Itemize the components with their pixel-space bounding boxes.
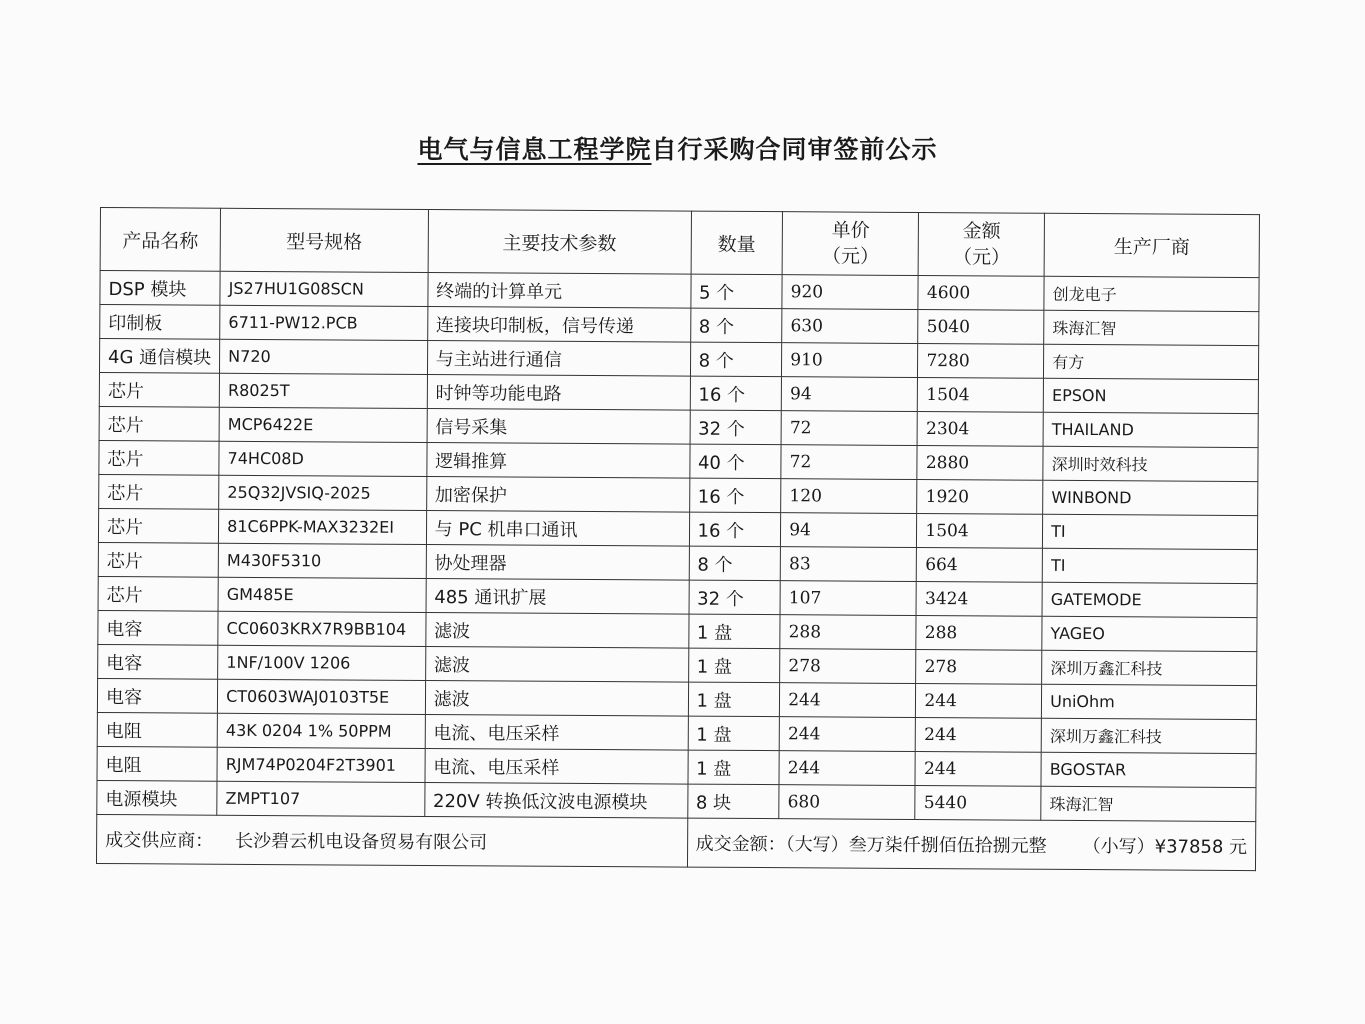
cell-maker: BGOSTAR — [1041, 752, 1256, 787]
cell-maker: YAGEO — [1042, 616, 1257, 651]
cell-name: 电容 — [98, 610, 218, 645]
cell-name: 电源模块 — [97, 780, 217, 815]
cell-params: 加密保护 — [426, 476, 689, 512]
cell-qty: 16 个 — [689, 478, 781, 513]
cell-qty: 16 个 — [689, 512, 781, 547]
cell-price: 244 — [779, 717, 915, 752]
table-header-row — [100, 208, 1259, 278]
cell-amount: 1504 — [917, 513, 1043, 548]
page-title-underlined: 电气与信息工程学院 — [417, 135, 652, 164]
cell-params: 电流、电压采样 — [425, 748, 688, 784]
supplier-label: 成交供应商： — [105, 830, 214, 852]
cell-name: 芯片 — [99, 372, 219, 407]
cell-price: 83 — [780, 547, 916, 582]
procurement-table — [96, 207, 1260, 871]
cell-qty: 16 个 — [690, 376, 782, 411]
cell-model: ZMPT107 — [217, 781, 425, 816]
cell-model: 1NF/100V 1206 — [218, 645, 426, 680]
cell-model: 43K 0204 1% 50PPM — [217, 713, 425, 748]
cell-price: 278 — [780, 649, 916, 684]
cell-price: 244 — [780, 683, 916, 718]
cell-price: 94 — [781, 513, 917, 548]
cell-price: 107 — [780, 581, 916, 616]
cell-params: 滤波 — [425, 680, 688, 716]
cell-amount: 1504 — [918, 377, 1044, 412]
cell-amount: 3424 — [916, 581, 1042, 616]
deal-amount-label: 成交金额：（大写）叁万柒仟捌佰伍拾捌元整 — [695, 833, 1047, 857]
cell-model: M430F5310 — [218, 543, 426, 578]
cell-name: 芯片 — [98, 508, 218, 543]
cell-qty: 32 个 — [690, 410, 782, 445]
cell-model: CC0603KRX7R9BB104 — [218, 611, 426, 646]
cell-maker: 珠海汇智 — [1041, 786, 1256, 821]
header-price — [782, 212, 919, 276]
cell-name: 4G 通信模块 — [99, 339, 219, 374]
cell-model: 6711-PW12.PCB — [220, 305, 428, 340]
cell-name: 电阻 — [97, 746, 217, 781]
cell-amount: 244 — [916, 683, 1042, 718]
cell-qty: 1 盘 — [688, 614, 780, 649]
cell-maker: WINBOND — [1043, 480, 1258, 515]
header-price-line1: 单价 — [831, 219, 870, 242]
cell-qty: 40 个 — [689, 444, 781, 479]
cell-model: CT0603WAJ0103T5E — [218, 679, 426, 714]
cell-maker: UniOhm — [1042, 684, 1257, 719]
cell-params: 滤波 — [425, 646, 688, 682]
cell-qty: 8 块 — [687, 784, 779, 819]
cell-params: 终端的计算单元 — [428, 273, 691, 309]
cell-maker: EPSON — [1043, 378, 1258, 413]
cell-qty: 5 个 — [690, 274, 782, 309]
header-qty: 数量 — [691, 211, 783, 275]
header-price-line2: （元） — [821, 245, 880, 268]
cell-amount: 4600 — [918, 276, 1044, 311]
cell-amount: 5440 — [915, 785, 1041, 820]
cell-qty: 8 个 — [689, 546, 781, 581]
header-amount-line1: 金额 — [962, 220, 1001, 243]
cell-model: 25Q32JVSIQ-2025 — [219, 475, 427, 510]
cell-maker: TI — [1043, 514, 1258, 549]
cell-maker: 深圳时效科技 — [1043, 446, 1258, 481]
deal-amount-small: （小写）¥37858 元 — [1082, 836, 1248, 859]
cell-model: N720 — [220, 339, 428, 374]
cell-amount: 288 — [916, 615, 1042, 650]
cell-amount: 2304 — [917, 411, 1043, 446]
page-title — [0, 130, 1355, 166]
header-amount — [919, 213, 1045, 277]
cell-price: 680 — [779, 785, 915, 820]
cell-name: 芯片 — [99, 406, 219, 441]
cell-params: 连接块印制板，信号传递 — [427, 307, 690, 343]
cell-name: 芯片 — [99, 440, 219, 475]
cell-name: 电阻 — [97, 712, 217, 747]
header-model: 型号规格 — [220, 208, 428, 272]
cell-model: GM485E — [218, 577, 426, 612]
cell-price: 244 — [779, 751, 915, 786]
cell-amount: 664 — [917, 547, 1043, 582]
cell-price: 630 — [782, 309, 918, 344]
cell-params: 逻辑推算 — [427, 443, 690, 479]
cell-maker: GATEMODE — [1042, 582, 1257, 617]
cell-maker: 创龙电子 — [1044, 276, 1259, 311]
cell-model: RJM74P0204F2T3901 — [217, 747, 425, 782]
page-title-rest: 自行采购合同审签前公示 — [651, 135, 938, 164]
supplier-cell — [96, 814, 687, 867]
cell-price: 72 — [781, 411, 917, 446]
cell-params: 协处理器 — [426, 544, 689, 580]
cell-amount: 278 — [916, 649, 1042, 684]
cell-params: 时钟等功能电路 — [427, 375, 690, 411]
cell-name: 芯片 — [98, 576, 218, 611]
cell-amount: 7280 — [918, 344, 1044, 379]
cell-price: 920 — [782, 275, 918, 310]
table-footer-row — [96, 814, 1255, 870]
cell-amount: 244 — [916, 717, 1042, 752]
cell-maker: 深圳万鑫汇科技 — [1041, 718, 1256, 753]
cell-model: R8025T — [219, 373, 427, 408]
cell-params: 电流、电压采样 — [425, 714, 688, 750]
cell-price: 72 — [781, 445, 917, 480]
cell-model: MCP6422E — [219, 407, 427, 442]
cell-params: 滤波 — [425, 612, 688, 648]
cell-maker: 深圳万鑫汇科技 — [1042, 650, 1257, 685]
cell-name: 芯片 — [99, 474, 219, 509]
cell-amount: 2880 — [917, 445, 1043, 480]
cell-qty: 8 个 — [690, 308, 782, 343]
cell-price: 94 — [781, 377, 917, 412]
cell-price: 120 — [781, 479, 917, 514]
cell-qty: 8 个 — [690, 342, 782, 377]
cell-params: 485 通讯扩展 — [426, 578, 689, 614]
cell-name: 印制板 — [100, 305, 220, 340]
cell-name: 电容 — [98, 644, 218, 679]
header-name: 产品名称 — [100, 208, 221, 272]
cell-params: 与主站进行通信 — [427, 341, 690, 377]
cell-price: 288 — [780, 615, 916, 650]
cell-amount: 5040 — [918, 310, 1044, 345]
cell-model: 81C6PPK-MAX3232EI — [219, 509, 427, 544]
header-params: 主要技术参数 — [428, 210, 691, 275]
cell-model: JS27HU1G08SCN — [220, 271, 428, 306]
cell-qty: 1 盘 — [688, 682, 780, 717]
cell-name: 芯片 — [98, 542, 218, 577]
cell-maker: 珠海汇智 — [1044, 310, 1259, 345]
cell-model: 74HC08D — [219, 441, 427, 476]
cell-qty: 1 盘 — [688, 648, 780, 683]
cell-maker: TI — [1042, 548, 1257, 583]
cell-qty: 1 盘 — [688, 750, 780, 785]
cell-params: 220V 转换低汶波电源模块 — [424, 782, 687, 818]
cell-qty: 32 个 — [689, 580, 781, 615]
cell-qty: 1 盘 — [688, 716, 780, 751]
supplier-name: 长沙碧云机电设备贸易有限公司 — [235, 830, 488, 854]
cell-maker: 有方 — [1044, 344, 1259, 379]
cell-name: 电容 — [97, 678, 217, 713]
cell-params: 与 PC 机串口通讯 — [426, 510, 689, 546]
cell-amount: 244 — [915, 751, 1041, 786]
cell-price: 910 — [782, 343, 918, 378]
cell-params: 信号采集 — [427, 409, 690, 445]
cell-name: DSP 模块 — [100, 271, 220, 306]
deal-amount-cell — [687, 818, 1256, 870]
cell-maker: THAILAND — [1043, 412, 1258, 447]
table-body — [97, 271, 1259, 822]
cell-amount: 1920 — [917, 479, 1043, 514]
header-maker: 生产厂商 — [1044, 213, 1259, 277]
header-amount-line2: （元） — [952, 246, 1011, 269]
